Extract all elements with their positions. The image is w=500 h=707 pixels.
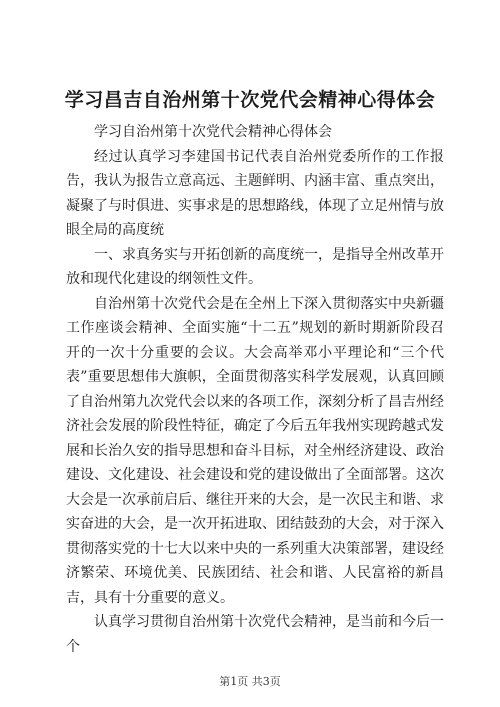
document-body bbox=[66, 120, 444, 659]
document-title: 学习昌吉自治州第十次党代会精神心得体会 bbox=[64, 89, 436, 111]
paragraph: 认真学习贯彻自治州第十次党代会精神，是当前和今后一个 bbox=[66, 614, 444, 655]
paragraph: 经过认真学习李建国书记代表自治州党委所作的工作报告，我认为报告立意高远、主题鲜明、内涵丰富、重点突出，凝聚了与时俱进、实事求是的思想路线，体现了立足州情与放眼全局的高度统 bbox=[66, 148, 444, 238]
paragraph: 一、求真务实与开拓创新的高度统一，是指导全州改革开放和现代化建设的纲领性文件。 bbox=[66, 246, 444, 287]
page-number-footer: 第1页 共3页 bbox=[219, 675, 281, 688]
paragraph: 自治州第十次党代会是在全州上下深入贯彻落实中央新疆工作座谈会精神、全面实施“十二五”规划的新时期新阶段召开的一次十分重要的会议。大会高举邓小平理论和“三个代表”重要思想伟大旗帜，全面贯彻落实科学发展观，认真回顾了自治州第九次党代会以来的各项工作，深刻分析了昌吉州经济社会发展的阶段性特征，确定了今后五年我州实现跨越式发展和长治久安的指导思想和奋斗目标，对全州经济建设、政治建设、文化建设、社会建设和党的建设做出了全面部署。这次大会是一次承前启后、继往开来的大会，是一次民主和谐、求实奋进的大会，是一次开拓进取、团结鼓劲的大会，对于深入贯彻落实党的十七大以来中央的一系列重大决策部署，建设经济繁荣、环境优美、民族团结、社会和谐、人民富裕的新昌吉，具有十分重要的意义。 bbox=[66, 295, 444, 606]
document-subtitle: 学习自治州第十次党代会精神心得体会 bbox=[94, 124, 332, 140]
